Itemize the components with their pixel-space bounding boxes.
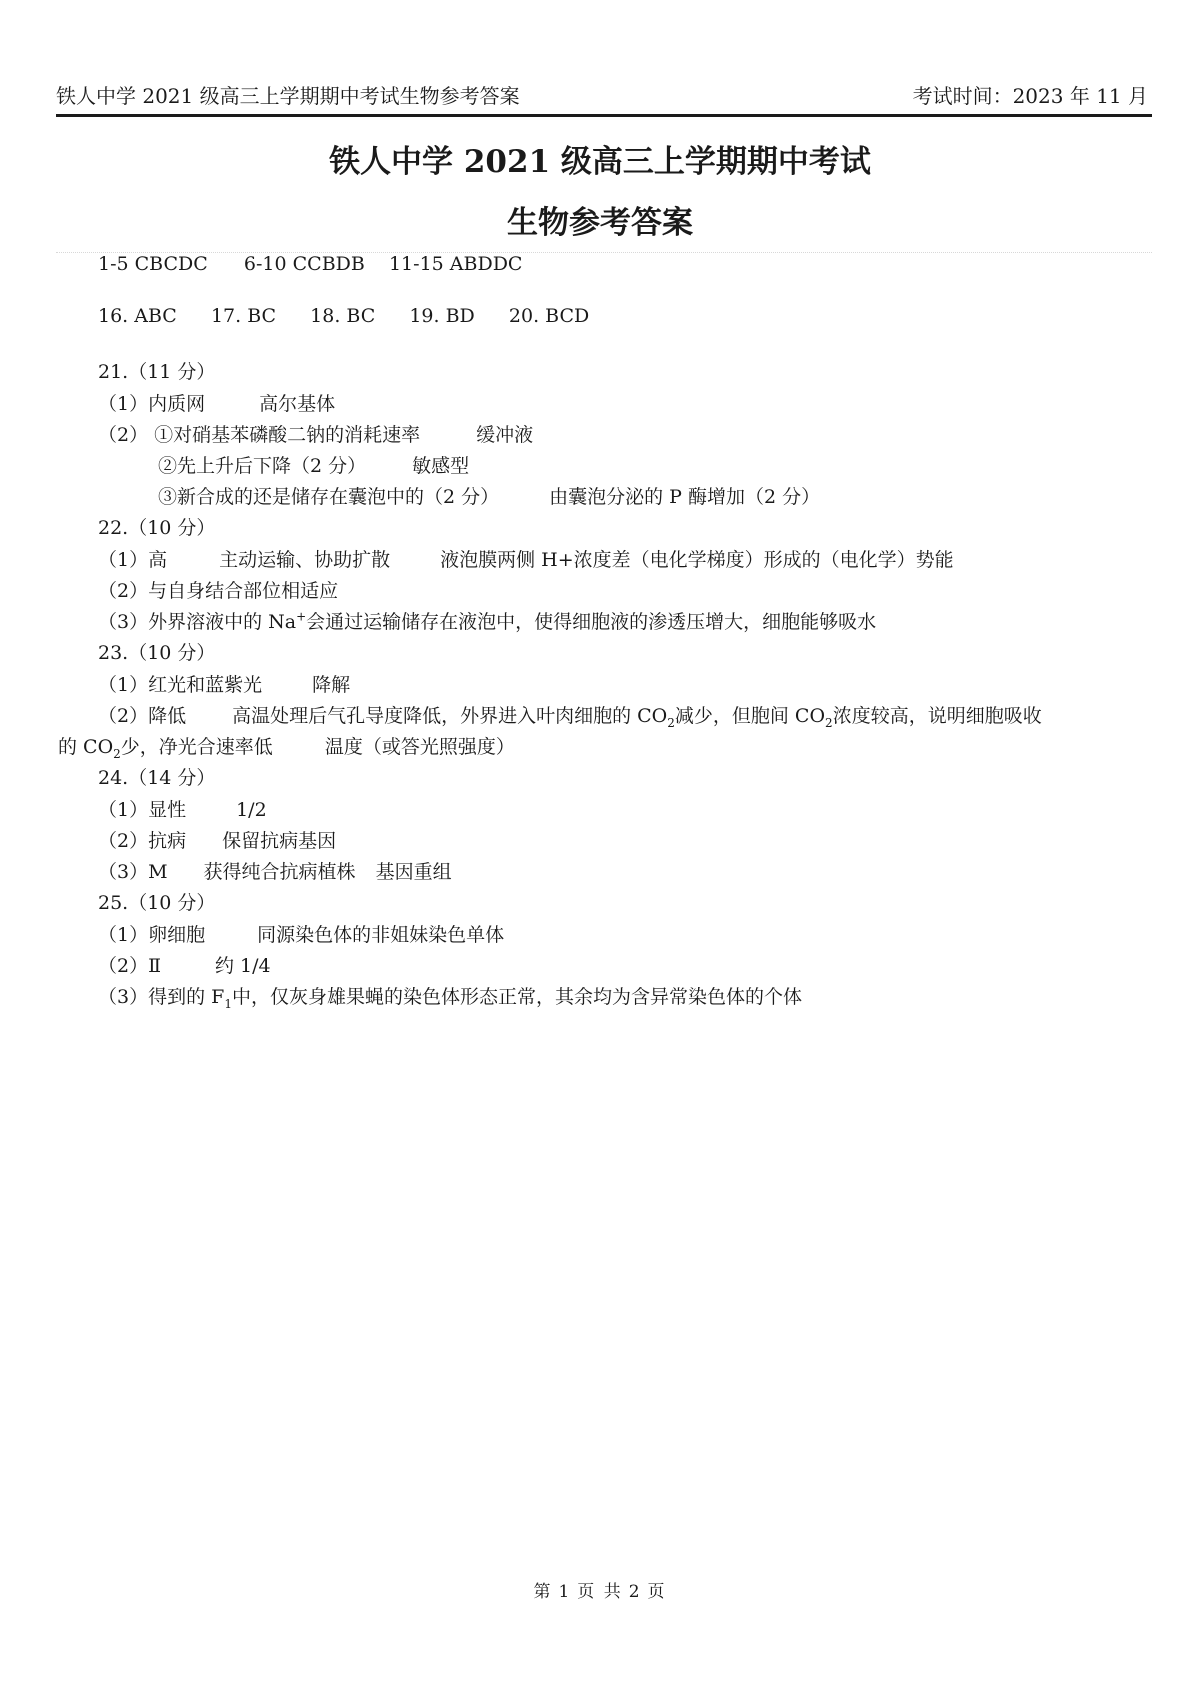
q23-part1-answer-b: 降解 xyxy=(312,674,351,696)
mc-group-11-15: 11-15 ABDDC xyxy=(388,253,523,275)
q21-part2-answer-b: 缓冲液 xyxy=(476,424,534,446)
q21-part2-answer-d: 敏感型 xyxy=(412,455,470,477)
q21-part2-answer-e: ③新合成的还是储存在囊泡中的（2 分） xyxy=(158,486,500,508)
q23-part2-line2 xyxy=(58,735,515,759)
q23-part2-answer-e: 的 CO xyxy=(58,736,114,758)
q21-part2-answer-f: 由囊泡分泌的 P 酶增加（2 分） xyxy=(549,486,821,508)
footer-suffix: 页 xyxy=(647,1582,667,1602)
footer-middle: 页 共 xyxy=(577,1582,623,1602)
q23-part2-answer-f: 少，净光合速率低 xyxy=(120,736,273,758)
q22-part1-answer-c: 液泡膜两侧 H+浓度差（电化学梯度）形成的（电化学）势能 xyxy=(440,549,954,571)
q23-part1 xyxy=(98,673,350,697)
q23-part1-answer-a: （1）红光和蓝紫光 xyxy=(98,674,263,696)
q22-part1 xyxy=(98,548,954,572)
q23-part2-answer-g: 温度（或答光照强度） xyxy=(324,736,515,758)
q25-part3-subscript: 1 xyxy=(224,996,232,1011)
q21-part2-answer-c: ②先上升后下降（2 分） xyxy=(158,455,367,477)
q25-heading: 25.（10 分） xyxy=(98,892,216,914)
q24-part2-answer-b: 保留抗病基因 xyxy=(222,830,337,852)
q25-part3 xyxy=(98,985,802,1009)
q24-part1-answer-b: 1/2 xyxy=(236,799,267,821)
footer-prefix: 第 xyxy=(533,1582,553,1602)
footer-page-number: 1 xyxy=(558,1582,572,1602)
q21-part2-line2 xyxy=(158,454,469,478)
document-subtitle: 生物参考答案 xyxy=(507,205,693,241)
q25-part1-answer-b: 同源染色体的非姐妹染色单体 xyxy=(257,924,505,946)
q24-part2 xyxy=(98,829,336,853)
q25-part1-answer-a: （1）卵细胞 xyxy=(98,924,206,946)
q21-part1-answer-b: 高尔基体 xyxy=(259,393,336,415)
q24-part3-answer-c: 基因重组 xyxy=(375,861,452,883)
header-left-text: 铁人中学 2021 级高三上学期期中考试生物参考答案 xyxy=(56,84,520,108)
co2-subscript: 2 xyxy=(667,715,675,730)
q22-heading: 22.（10 分） xyxy=(98,517,216,539)
q23-part2-answer-a: （2）降低 xyxy=(98,705,187,727)
q25-part2-answer-b: 约 1/4 xyxy=(215,955,271,977)
mc-answers-row-1 xyxy=(98,252,522,276)
q21-part2-answer-a: （2） ①对硝基苯磷酸二钠的消耗速率 xyxy=(98,424,421,446)
q22-part1-answer-b: 主动运输、协助扩散 xyxy=(219,549,391,571)
q25-part3-answer-b: 中，仅灰身雄果蝇的染色体形态正常，其余均为含异常染色体的个体 xyxy=(231,986,802,1008)
q22-part3-answer-b: 会通过运输储存在液泡中，使得细胞液的渗透压增大，细胞能够吸水 xyxy=(306,611,877,633)
co2-subscript: 2 xyxy=(825,715,833,730)
q25-part2 xyxy=(98,954,271,978)
document-title: 铁人中学 2021 级高三上学期期中考试 xyxy=(329,144,871,180)
q24-heading: 24.（14 分） xyxy=(98,767,216,789)
page-header xyxy=(56,84,1148,108)
footer-total-pages: 2 xyxy=(628,1582,642,1602)
mc-answer-18: 18. BC xyxy=(310,305,376,327)
q21-part1-answer-a: （1）内质网 xyxy=(98,393,206,415)
q24-part3-answer-a: （3）M xyxy=(98,861,168,883)
q24-part3 xyxy=(98,860,452,884)
q25-part3-answer-a: （3）得到的 F xyxy=(98,986,225,1008)
q22-part3-superscript: + xyxy=(296,609,307,624)
header-rule xyxy=(56,114,1152,117)
page-footer xyxy=(0,1577,1200,1602)
q22-part3-answer-a: （3）外界溶液中的 Na xyxy=(98,611,297,633)
q22-part3 xyxy=(98,610,876,634)
mc-answer-16: 16. ABC xyxy=(98,305,177,327)
q23-part2-answer-c: 减少，但胞间 CO xyxy=(674,705,826,727)
q23-part2-line1 xyxy=(98,704,1042,728)
header-right-text: 考试时间：2023 年 11 月 xyxy=(912,84,1148,108)
q24-part1-answer-a: （1）显性 xyxy=(98,799,187,821)
mc-answer-19: 19. BD xyxy=(409,305,475,327)
q21-part1 xyxy=(98,392,335,416)
q25-part1 xyxy=(98,923,504,947)
q24-part1 xyxy=(98,798,267,822)
mc-answers-row-2 xyxy=(98,304,589,328)
mc-answer-20: 20. BCD xyxy=(508,305,590,327)
q23-heading: 23.（10 分） xyxy=(98,642,216,664)
q23-part2-answer-d: 浓度较高，说明细胞吸收 xyxy=(832,705,1042,727)
q21-part2-line3 xyxy=(158,485,820,509)
co2-subscript: 2 xyxy=(113,746,121,761)
q24-part2-answer-a: （2）抗病 xyxy=(98,830,187,852)
mc-group-1-5: 1-5 CBCDC xyxy=(98,253,208,275)
mc-group-6-10: 6-10 CCBDB xyxy=(243,253,365,275)
q21-part2-line1 xyxy=(98,423,533,447)
q23-part2-answer-b: 高温处理后气孔导度降低，外界进入叶肉细胞的 CO xyxy=(232,705,668,727)
q22-part2: （2）与自身结合部位相适应 xyxy=(98,580,339,602)
q22-part1-answer-a: （1）高 xyxy=(98,549,168,571)
q25-part2-answer-a: （2）Ⅱ xyxy=(98,955,162,977)
q24-part3-answer-b: 获得纯合抗病植株 xyxy=(203,861,356,883)
q21-heading: 21.（11 分） xyxy=(98,361,216,383)
mc-answer-17: 17. BC xyxy=(210,305,277,327)
